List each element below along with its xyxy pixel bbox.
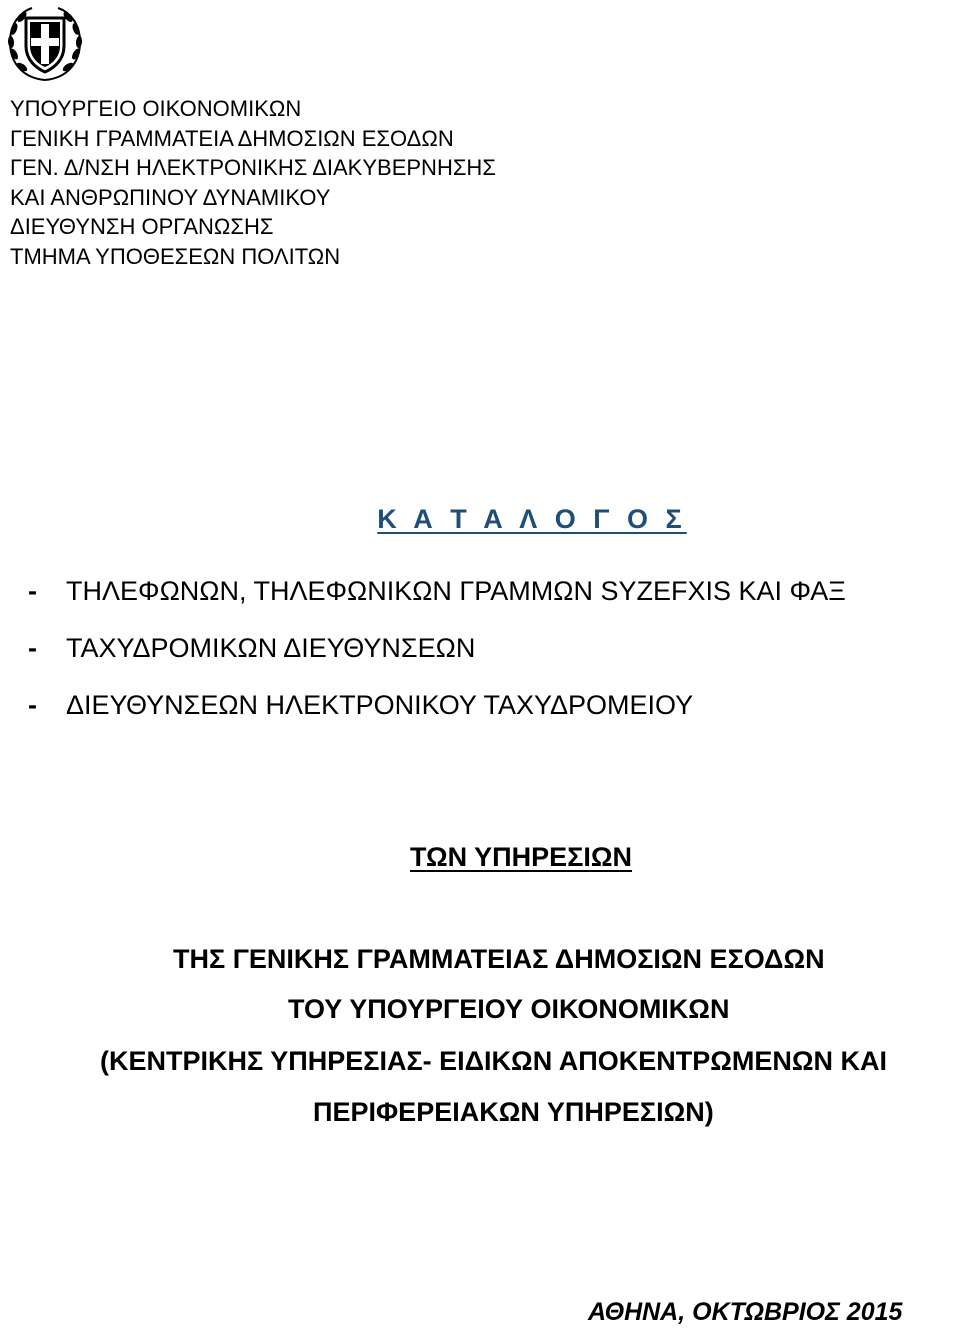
- bullet-dash: -: [28, 576, 37, 606]
- services-title: ΤΩΝ ΥΠΗΡΕΣΙΩΝ: [410, 842, 633, 872]
- header-line: ΓΕΝ. Δ/ΝΣΗ ΗΛΕΚΤΡΟΝΙΚΗΣ ΔΙΑΚΥΒΕΡΝΗΣΗΣ: [10, 155, 496, 180]
- services-line: (ΚΕΝΤΡΙΚΗΣ ΥΠΗΡΕΣΙΑΣ- ΕΙΔΙΚΩΝ ΑΠΟΚΕΝΤΡΩΜΕΝΩΝ ΚΑΙ: [100, 1046, 887, 1076]
- list-item: [28, 573, 846, 630]
- services-line: ΤΗΣ ΓΕΝΙΚΗΣ ΓΡΑΜΜΑΤΕΙΑΣ ΔΗΜΟΣΙΩΝ ΕΣΟΔΩΝ: [173, 944, 825, 974]
- bullet-dash: -: [28, 690, 37, 720]
- services-line: ΠΕΡΙΦΕΡΕΙΑΚΩΝ ΥΠΗΡΕΣΙΩΝ): [313, 1097, 714, 1127]
- header-line: ΚΑΙ ΑΝΘΡΩΠΙΝΟΥ ΔΥΝΑΜΙΚΟΥ: [10, 184, 331, 210]
- list-item-text: ΤΗΛΕΦΩΝΩΝ, ΤΗΛΕΦΩΝΙΚΩΝ ΓΡΑΜΜΩΝ SYZEFXIS ΚΑΙ ΦΑΞ: [66, 576, 846, 606]
- header-line: ΥΠΟΥΡΓΕΙΟ ΟΙΚΟΝΟΜΙΚΩΝ: [10, 96, 302, 121]
- list-item-text: ΤΑΧΥΔΡΟΜΙΚΩΝ ΔΙΕΥΘΥΝΣΕΩΝ: [66, 633, 476, 663]
- header-line: ΓΕΝΙΚΗ ΓΡΑΜΜΑΤΕΙΑ ΔΗΜΟΣΙΩΝ ΕΣΟΔΩΝ: [10, 125, 454, 151]
- document-date: ΑΘΗΝΑ, ΟΚΤΩΒΡΙΟΣ 2015: [588, 1298, 903, 1326]
- bullet-dash: -: [28, 633, 37, 663]
- header-line: ΔΙΕΥΘΥΝΣΗ ΟΡΓΑΝΩΣΗΣ: [10, 214, 274, 239]
- catalog-title: Κ Α Τ Α Λ Ο Γ Ο Σ: [377, 504, 687, 534]
- list-item: [28, 630, 846, 687]
- ministry-header: [10, 94, 496, 271]
- catalog-items: [28, 573, 846, 744]
- greek-coat-of-arms-icon: [4, 2, 86, 84]
- list-item: [28, 687, 846, 744]
- list-item-text: ΔΙΕΥΘΥΝΣΕΩΝ ΗΛΕΚΤΡΟΝΙΚΟΥ ΤΑΧΥΔΡΟΜΕΙΟΥ: [66, 690, 694, 720]
- header-line: ΤΜΗΜΑ ΥΠΟΘΕΣΕΩΝ ΠΟΛΙΤΩΝ: [10, 243, 341, 269]
- services-line: ΤΟΥ ΥΠΟΥΡΓΕΙΟΥ ΟΙΚΟΝΟΜΙΚΩΝ: [288, 994, 730, 1024]
